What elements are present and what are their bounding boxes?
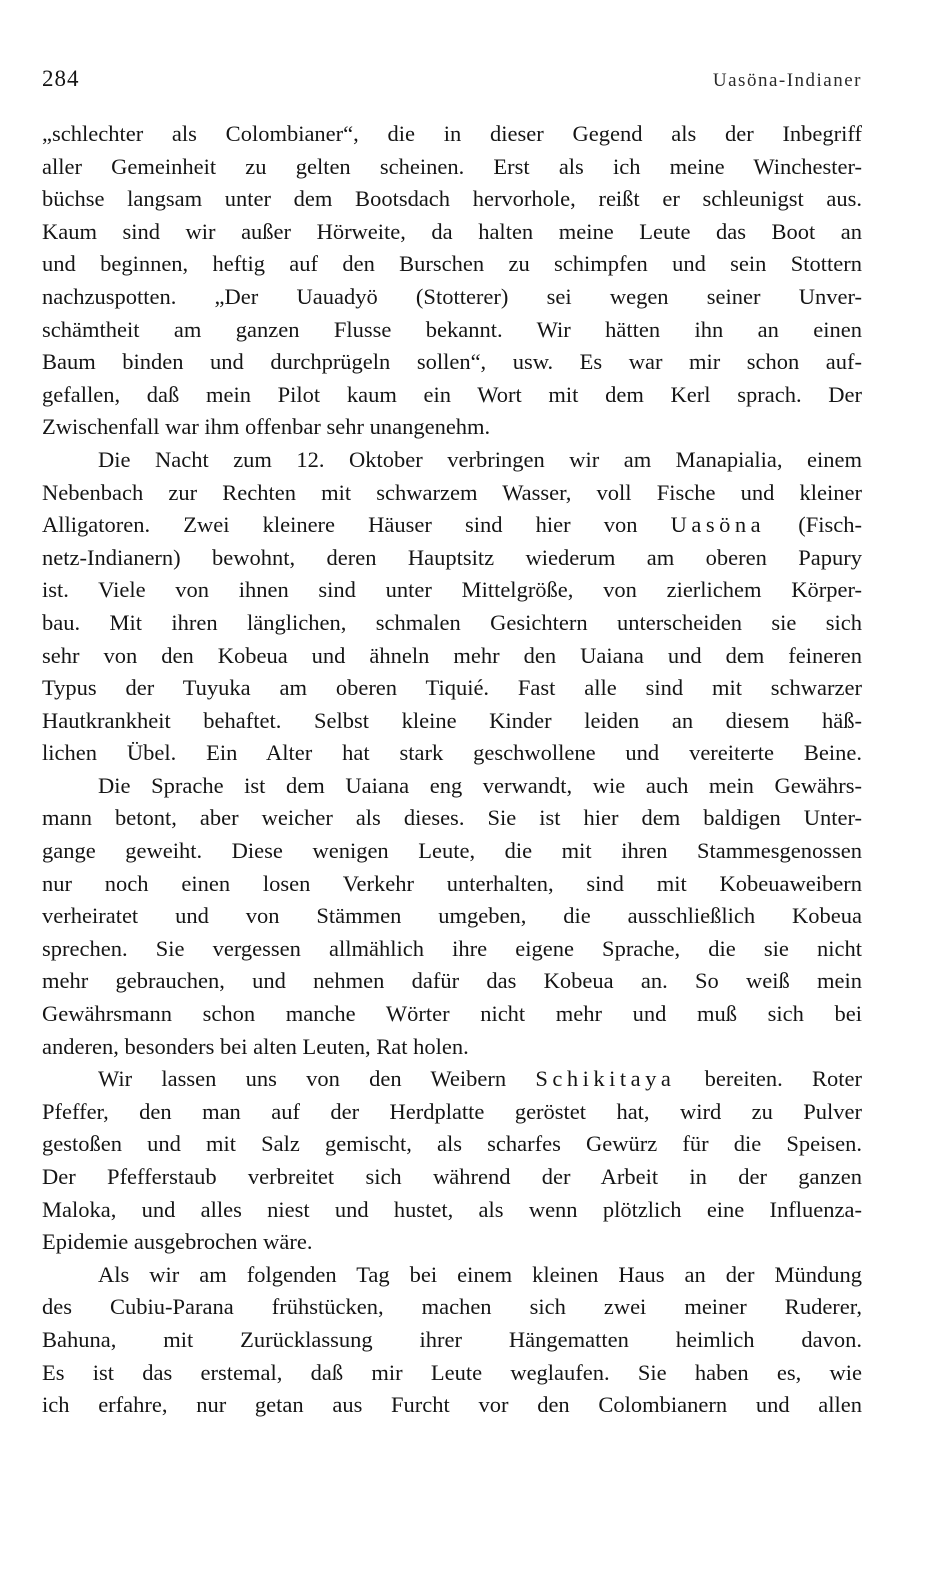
text-line: büchse langsam unter dem Bootsdach hervorhole, reißt er schleunigst aus. [42,186,862,212]
page-number: 284 [42,66,80,91]
text-line: sehr von den Kobeua und ähneln mehr den Uaiana und dem feineren [42,642,862,668]
text-line: gestoßen und mit Salz gemischt, als scharfes Gewürz für die Speisen. [42,1131,862,1157]
text-line: Die Sprache ist dem Uaiana eng verwandt, wie auch mein Gewährs- [98,772,862,798]
text-line: anderen, besonders bei alten Leuten, Rat holen. [42,1033,469,1059]
text-segment: bereiten. Roter [675,1066,862,1092]
text-line: „schlechter als Colombianer“, die in dieser Gegend als der Inbegriff [42,121,862,146]
text-segment: Alligatoren. Zwei kleinere Häuser sind hier von [42,512,671,538]
text-line: Es ist das erstemal, daß mir Leute weglaufen. Sie haben es, wie [42,1359,862,1385]
text-line: lichen Übel. Ein Alter hat stark geschwollene und vereiterte Beine. [42,740,862,766]
text-line: und beginnen, heftig auf den Burschen zu schimpfen und sein Stottern [42,251,862,277]
running-head: Uasöna-Indianer [712,70,862,91]
text-line: ist. Viele von ihnen sind unter Mittelgröße, von zierlichem Körper- [42,577,862,603]
text-line: gefallen, daß mein Pilot kaum ein Wort mit dem Kerl sprach. Der [42,381,862,407]
text-line: Gewährsmann schon manche Wörter nicht mehr und muß sich bei [42,1001,862,1027]
text-line: Der Pfefferstaub verbreitet sich während der Arbeit in der ganzen [42,1164,862,1189]
spaced-term: Uasöna [670,512,766,538]
text-line: aller Gemeinheit zu gelten scheinen. Erst als ich meine Winchester- [42,153,862,179]
text-segment: (Fisch- [765,512,862,538]
text-line: Maloka, und alles niest und hustet, als wenn plötzlich eine Influenza- [42,1196,862,1222]
text-line [42,509,862,542]
spaced-term: Schikitaya [535,1066,676,1092]
text-line: sprechen. Sie vergessen allmählich ihre eigene Sprache, die sie nicht [42,935,862,961]
text-line: Baum binden und durchprügeln sollen“, usw. Es war mir schon auf- [42,349,862,375]
text-line: des Cubiu-Parana frühstücken, machen sich zwei meiner Ruderer, [42,1294,862,1320]
text-line: bau. Mit ihren länglichen, schmalen Gesichtern unterscheiden sie sich [42,609,862,635]
text-line: Zwischenfall war ihm offenbar sehr unangenehm. [42,414,491,440]
text-line: mehr gebrauchen, und nehmen dafür das Kobeua an. So weiß mein [42,968,862,994]
text-line: Hautkrankheit behaftet. Selbst kleine Kinder leiden an diesem häß- [42,707,862,733]
text-line [42,1063,862,1096]
body-text [42,118,862,1422]
text-line: gange geweiht. Diese wenigen Leute, die mit ihren Stammesgenossen [42,838,862,864]
text-segment: Wir lassen uns von den Weibern [98,1066,536,1092]
text-line: Die Nacht zum 12. Oktober verbringen wir am Manapialia, einem [98,446,862,472]
text-line: ich erfahre, nur getan aus Furcht vor den Colombianern und allen [42,1392,862,1418]
text-line: Typus der Tuyuka am oberen Tiquié. Fast alle sind mit schwarzer [42,675,862,701]
text-line: Als wir am folgenden Tag bei einem kleinen Haus an der Mündung [98,1261,862,1287]
text-line: Bahuna, mit Zurücklassung ihrer Hängematten heimlich davon. [42,1326,862,1352]
text-line: netz-Indianern) bewohnt, deren Hauptsitz wiederum am oberen Papury [42,544,862,570]
text-line: mann betont, aber weicher als dieses. Sie ist hier dem baldigen Unter- [42,805,862,831]
text-line: Epidemie ausgebrochen wäre. [42,1229,313,1255]
text-line: nachzuspotten. „Der Uauadyö (Stotterer) sei wegen seiner Unver- [42,283,862,309]
text-line: verheiratet und von Stämmen umgeben, die ausschließlich Kobeua [42,903,862,929]
text-line: schämtheit am ganzen Flusse bekannt. Wir hätten ihn an einen [42,316,862,342]
text-line: nur noch einen losen Verkehr unterhalten, sind mit Kobeuaweibern [42,870,862,896]
text-line: Nebenbach zur Rechten mit schwarzem Wasser, voll Fische und kleiner [42,479,862,505]
page-header [42,66,862,100]
text-line: Pfeffer, den man auf der Herdplatte geröstet hat, wird zu Pulver [42,1098,862,1124]
text-line: Kaum sind wir außer Hörweite, da halten meine Leute das Boot an [42,218,862,244]
